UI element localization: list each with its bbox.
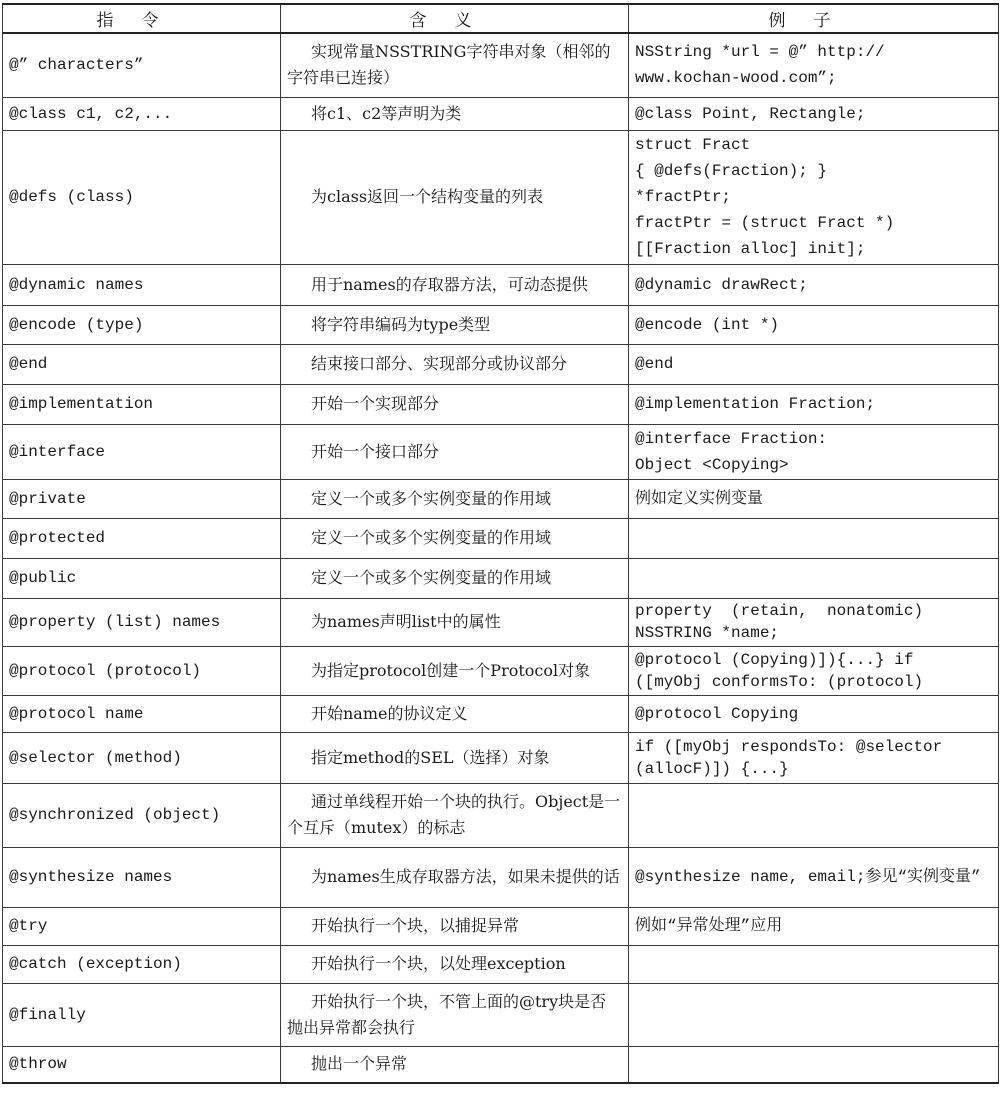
command-cell: @” characters” <box>3 33 281 97</box>
example-cell: if ([myObj respondsTo: @selector (allocF)]) {...} <box>629 732 999 783</box>
meaning-cell: 将字符串编码为type类型 <box>281 305 629 344</box>
meaning-cell: 开始执行一个块，不管上面的@try块是否抛出异常都会执行 <box>281 983 629 1046</box>
meaning-cell: 将c1、c2等声明为类 <box>281 97 629 130</box>
meaning-cell: 为names声明list中的属性 <box>281 598 629 646</box>
command-cell: @try <box>3 907 281 945</box>
meaning-cell: 结束接口部分、实现部分或协议部分 <box>281 344 629 384</box>
table-row <box>3 97 999 130</box>
meaning-cell: 通过单线程开始一个块的执行。Object是一个互斥（mutex）的标志 <box>281 783 629 847</box>
table-row <box>3 983 999 1046</box>
table-row <box>3 518 999 558</box>
command-cell: @end <box>3 344 281 384</box>
command-cell: @synchronized (object) <box>3 783 281 847</box>
directives-table <box>2 3 999 1084</box>
table-row <box>3 907 999 945</box>
command-cell: @implementation <box>3 384 281 424</box>
command-cell: @defs (class) <box>3 130 281 264</box>
table-row <box>3 783 999 847</box>
table-row <box>3 847 999 907</box>
example-cell: @protocol (Copying)]){...} if ([myObj conformsTo: (protocol) <box>629 646 999 695</box>
header-command: 指令 <box>3 4 281 33</box>
table-row <box>3 305 999 344</box>
table-row <box>3 945 999 983</box>
meaning-cell: 开始执行一个块，以处理exception <box>281 945 629 983</box>
command-cell: @protocol name <box>3 695 281 732</box>
example-cell: @protocol Copying <box>629 695 999 732</box>
meaning-cell: 用于names的存取器方法，可动态提供 <box>281 264 629 305</box>
example-cell: @synthesize name, email;参见“实例变量” <box>629 847 999 907</box>
example-cell <box>629 1046 999 1083</box>
example-cell <box>629 783 999 847</box>
table-row <box>3 384 999 424</box>
table-row <box>3 732 999 783</box>
table-row <box>3 598 999 646</box>
example-cell: 例如定义实例变量 <box>629 479 999 518</box>
example-cell: @end <box>629 344 999 384</box>
command-cell: @finally <box>3 983 281 1046</box>
command-cell: @selector (method) <box>3 732 281 783</box>
example-cell <box>629 945 999 983</box>
table-row <box>3 646 999 695</box>
command-cell: @interface <box>3 424 281 479</box>
example-cell <box>629 983 999 1046</box>
meaning-cell: 指定method的SEL（选择）对象 <box>281 732 629 783</box>
table-row <box>3 344 999 384</box>
meaning-cell: 为指定protocol创建一个Protocol对象 <box>281 646 629 695</box>
command-cell: @protected <box>3 518 281 558</box>
table-row <box>3 695 999 732</box>
example-cell: 例如“异常处理”应用 <box>629 907 999 945</box>
meaning-cell: 实现常量NSSTRING字符串对象（相邻的字符串已连接） <box>281 33 629 97</box>
table-row <box>3 33 999 97</box>
meaning-cell: 开始一个实现部分 <box>281 384 629 424</box>
example-cell: struct Fract { @defs(Fraction); } *fractPtr; fractPtr = (struct Fract *) [[Fraction alloc] init]; <box>629 130 999 264</box>
example-cell: @implementation Fraction; <box>629 384 999 424</box>
meaning-cell: 定义一个或多个实例变量的作用域 <box>281 518 629 558</box>
command-cell: @throw <box>3 1046 281 1083</box>
table-row <box>3 558 999 598</box>
table-row <box>3 479 999 518</box>
command-cell: @public <box>3 558 281 598</box>
meaning-cell: 抛出一个异常 <box>281 1046 629 1083</box>
command-cell: @private <box>3 479 281 518</box>
example-cell: @encode (int *) <box>629 305 999 344</box>
table-row <box>3 1046 999 1083</box>
meaning-cell: 开始一个接口部分 <box>281 424 629 479</box>
command-cell: @catch (exception) <box>3 945 281 983</box>
command-cell: @dynamic names <box>3 264 281 305</box>
meaning-cell: 开始name的协议定义 <box>281 695 629 732</box>
example-cell: @dynamic drawRect; <box>629 264 999 305</box>
header-example: 例子 <box>629 4 999 33</box>
example-cell: NSString *url = @” http:// www.kochan-wood.com”; <box>629 33 999 97</box>
meaning-cell: 为class返回一个结构变量的列表 <box>281 130 629 264</box>
example-cell: @interface Fraction: Object <Copying> <box>629 424 999 479</box>
command-cell: @encode (type) <box>3 305 281 344</box>
example-cell: @class Point, Rectangle; <box>629 97 999 130</box>
meaning-cell: 定义一个或多个实例变量的作用域 <box>281 479 629 518</box>
table-row <box>3 264 999 305</box>
header-meaning: 含义 <box>281 4 629 33</box>
meaning-cell: 定义一个或多个实例变量的作用域 <box>281 558 629 598</box>
example-cell: property (retain, nonatomic) NSSTRING *name; <box>629 598 999 646</box>
meaning-cell: 开始执行一个块，以捕捉异常 <box>281 907 629 945</box>
command-cell: @synthesize names <box>3 847 281 907</box>
header-row <box>3 4 999 33</box>
meaning-cell: 为names生成存取器方法，如果未提供的话 <box>281 847 629 907</box>
command-cell: @protocol (protocol) <box>3 646 281 695</box>
example-cell <box>629 518 999 558</box>
command-cell: @class c1, c2,... <box>3 97 281 130</box>
table-row <box>3 130 999 264</box>
table-row <box>3 424 999 479</box>
command-cell: @property (list) names <box>3 598 281 646</box>
example-cell <box>629 558 999 598</box>
